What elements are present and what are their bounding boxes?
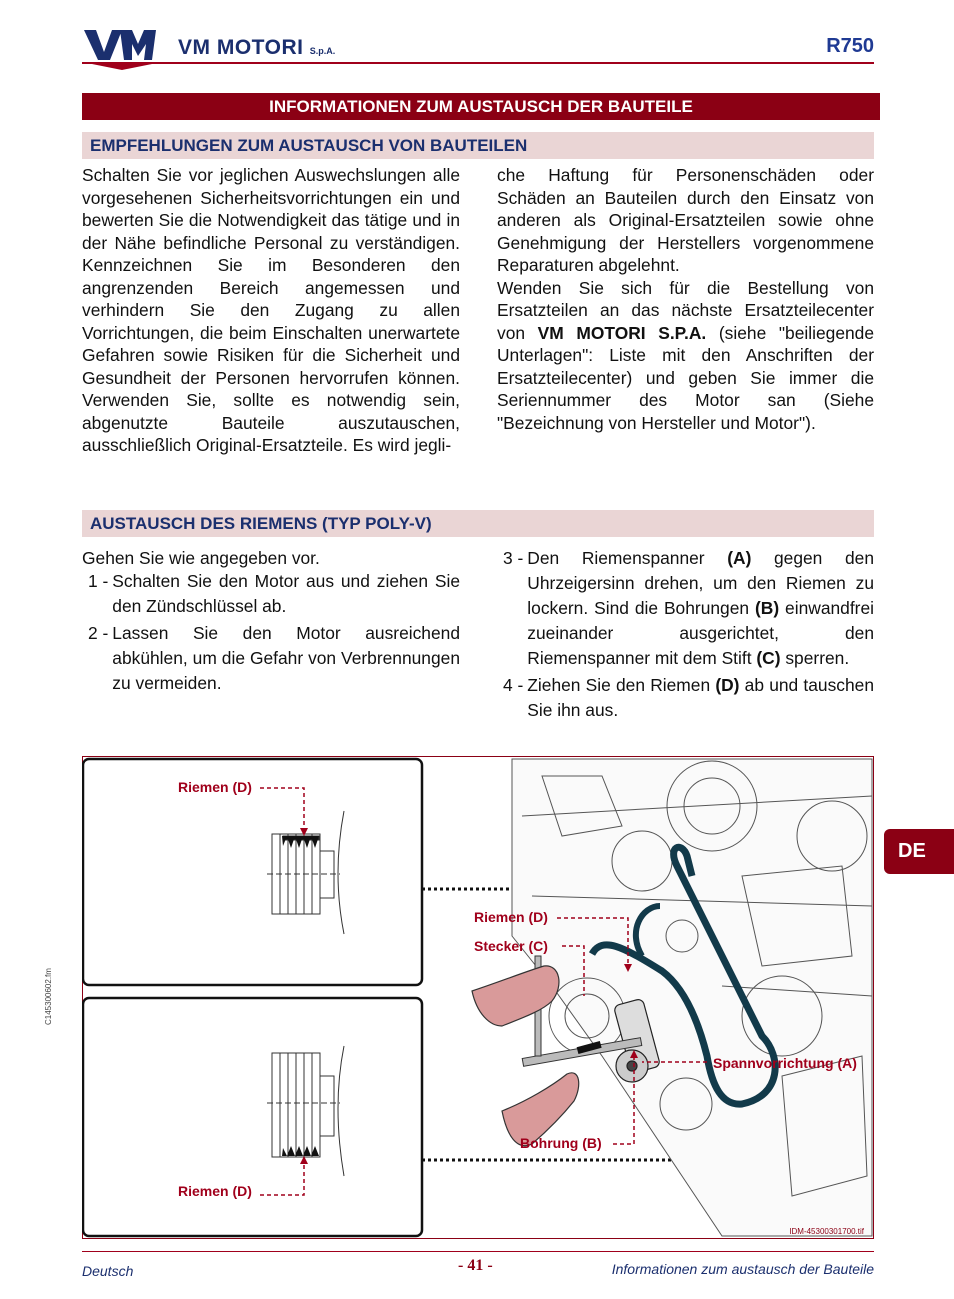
label-bore-b: Bohrung (B)	[520, 1135, 602, 1151]
detail-box-top	[83, 759, 422, 985]
footer-section-title: Informationen zum austausch der Bauteile	[611, 1261, 874, 1277]
header-divider	[82, 62, 874, 64]
figure-file-code: IDM-45300301700.tif	[789, 1227, 864, 1236]
language-tab[interactable]: DE	[884, 829, 954, 874]
main-section-title: INFORMATIONEN ZUM AUSTAUSCH DER BAUTEILE	[82, 93, 880, 120]
engine-illustration	[82, 756, 874, 1239]
label-pin-c: Stecker (C)	[474, 938, 548, 954]
label-belt-top: Riemen (D)	[178, 779, 252, 795]
section1-right-paragraph-1: che Haftung für Personenschäden oder Schäden an Bauteilen durch den Einsatz von anderen als Original-Ersatzteilen sowie ohne Genehmigung der Herstellers vorgenommene Reparaturen abgelehnt.	[497, 165, 874, 275]
step-3: 3 - Den Riemenspanner (A) gegen den Uhrzeigersinn drehen, um den Riemen zu lockern. Sind die Bohrungen (B) einwandfrei zueinander ausgerichtet, den Riemenspanner mit dem Stift (C) sperren.	[503, 548, 875, 668]
footer-divider	[82, 1251, 874, 1252]
section1-right-column	[497, 164, 874, 434]
steps-left-column	[82, 546, 460, 698]
hand-top-icon	[472, 966, 559, 1026]
steps-intro: Gehen Sie wie angegeben vor.	[82, 548, 320, 568]
page-number: - 41 -	[458, 1257, 493, 1274]
step-1: 1 - Schalten Sie den Motor aus und ziehen Sie den Zündschlüssel ab.	[88, 571, 460, 616]
section-title-recommendations: EMPFEHLUNGEN ZUM AUSTAUSCH VON BAUTEILEN	[82, 132, 874, 159]
step-2: 2 - Lassen Sie den Motor ausreichend abkühlen, um die Gefahr von Verbrennungen zu vermeiden.	[88, 623, 460, 693]
section1-left-column: Schalten Sie vor jeglichen Auswechslungen alle vorgesehenen Sicherheitsvorrichtungen ein und bewerten Sie die Notwendigkeit das tätige und in der Nähe befindliche Personal zu verständigen. Kennzeichnen Sie im Besonderen den angrenzenden Bereich angemessen und verhindern Sie den Zugang zu allen Vorrichtungen, die beim Einschalten unerwartete Gefahren sowie Risiken für die Sicherheit und Gesundheit der Personen hervorrufen können. Verwenden Sie, sollte es notwendig sein, abgenutzte Bauteile auszutauschen, ausschließlich Original-Ersatzteile. Es wird jegli-	[82, 165, 460, 455]
label-belt-engine: Riemen (D)	[474, 909, 548, 925]
section-title-belt-replacement: AUSTAUSCH DES RIEMENS (TYP POLY-V)	[82, 510, 874, 537]
footer-language: Deutsch	[82, 1263, 134, 1279]
label-tensioner-a: Spannvorrichtung (A)	[713, 1055, 857, 1071]
step-4: 4 - Ziehen Sie den Riemen (D) ab und tauschen Sie ihn aus.	[503, 675, 875, 720]
section1-right-paragraph-2: Wenden Sie sich für die Bestellung von Ersatzteilen an das nächste Ersatzteilecenter von VM MOTORI S.P.A. (siehe "beiliegende Unterlagen": Liste mit den Anschriften der Ersatzteilecenter) und geben Sie immer die Seriennummer des Motor san (Siehe "Bezeichnung von Hersteller und Motor").	[497, 277, 875, 433]
brand-name: VM MOTORI S.p.A.	[178, 36, 336, 59]
engine-block-icon	[512, 759, 872, 1236]
label-belt-bottom: Riemen (D)	[178, 1183, 252, 1199]
side-file-code: C145300602.fm	[44, 968, 53, 1025]
steps-right-column	[503, 546, 874, 725]
document-code: R750	[826, 35, 874, 57]
detail-box-bottom	[83, 998, 422, 1236]
